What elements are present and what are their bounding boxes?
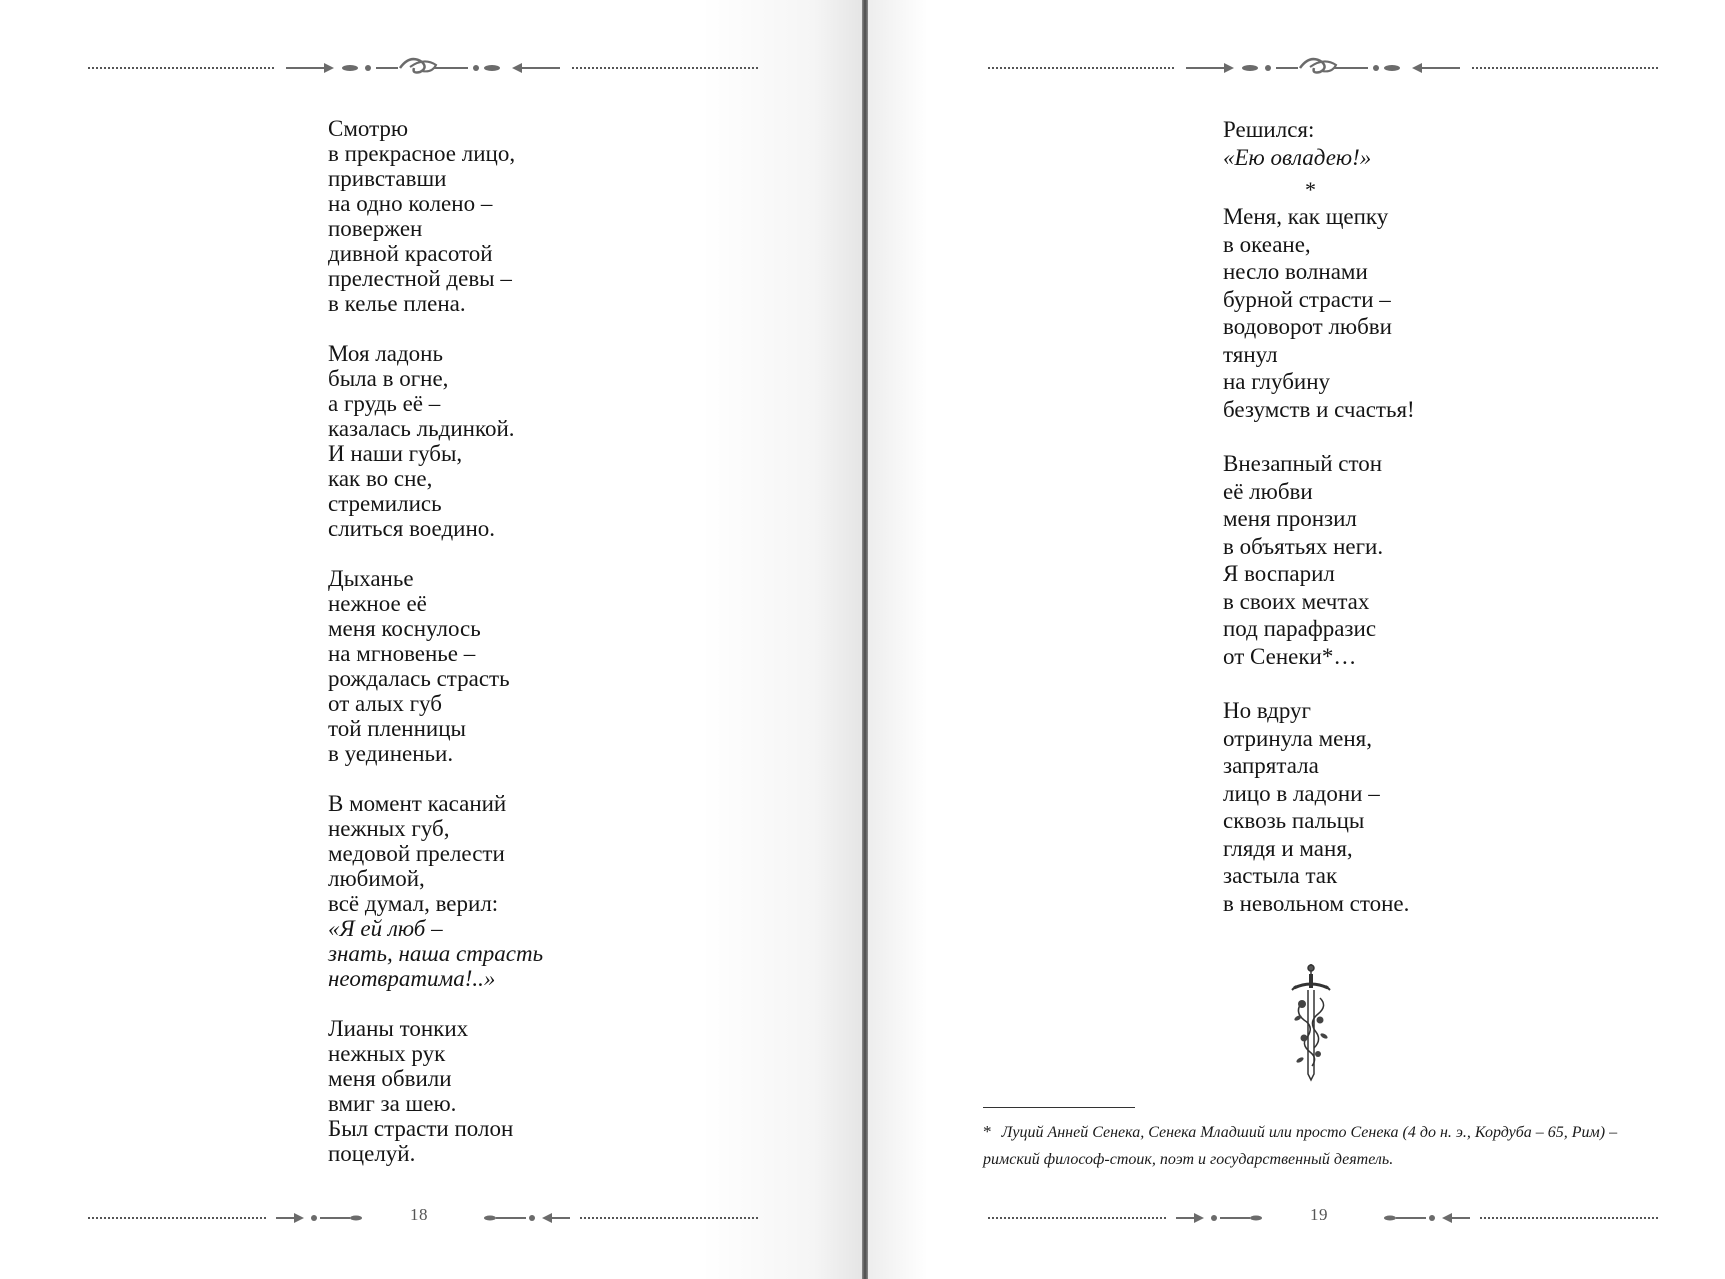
verse-line: в уединеньи.	[328, 741, 454, 766]
flourish-ornament-icon	[88, 53, 758, 83]
page-number-right: 19	[1310, 1205, 1328, 1224]
verse-line: отринула меня,	[1223, 725, 1372, 751]
verse-line: в объятьях неги.	[1223, 533, 1384, 559]
verse-line: от алых губ	[328, 691, 442, 716]
verse-line: Внезапный стон	[1223, 451, 1383, 476]
verse-line: любимой,	[328, 866, 425, 891]
verse-line: сквозь пальцы	[1223, 808, 1365, 833]
verse-line: водоворот любви	[1223, 314, 1392, 339]
verse-line: нежных губ,	[328, 816, 450, 841]
footnote	[983, 1118, 1623, 1173]
left-page	[0, 0, 862, 1279]
verse-line: в невольном стоне.	[1223, 890, 1410, 916]
stanza	[328, 791, 748, 991]
right-page-verse	[1223, 116, 1643, 944]
verse-line: тянул	[1223, 341, 1278, 367]
verse-line: Моя ладонь	[328, 341, 443, 366]
verse-line: неотвратима!..»	[328, 966, 496, 991]
verse-line: меня обвили	[328, 1066, 452, 1091]
verse-line: её любви	[1223, 478, 1313, 504]
verse-line: всё думал, верил:	[328, 891, 499, 916]
verse-line: слиться воедино.	[328, 516, 496, 541]
stanza	[1223, 450, 1643, 670]
verse-line: Дыханье	[328, 566, 414, 591]
verse-line: той пленницы	[328, 716, 466, 741]
verse-line: от Сенеки*…	[1223, 643, 1357, 669]
verse-line: Лианы тонких	[328, 1016, 469, 1041]
verse-line: была в огне,	[328, 366, 449, 391]
verse-line: на глубину	[1223, 369, 1331, 394]
verse-line: нежных рук	[328, 1041, 446, 1066]
verse-line: меня пронзил	[1223, 506, 1357, 531]
footnote-text: Луций Анней Сенека, Сенека Младший или просто Сенека (4 до н. э., Кордуба – 65, Рим) – римский философ-стоик, поэт и государственный деятель.	[983, 1124, 1618, 1168]
verse-line: «Я ей люб –	[328, 916, 443, 941]
verse-line: а грудь её –	[328, 391, 441, 416]
verse-line: глядя и маня,	[1223, 835, 1353, 861]
verse-line: запрятала	[1223, 753, 1319, 778]
verse-line: Смотрю	[328, 116, 409, 141]
verse-line: повержен	[328, 216, 423, 241]
verse-line: медовой прелести	[328, 841, 505, 866]
verse-line: в океане,	[1223, 231, 1311, 257]
stanza	[1223, 697, 1643, 917]
verse-line: застыла так	[1223, 863, 1338, 888]
stanza	[328, 1016, 748, 1166]
stanza	[328, 566, 748, 766]
verse-line: на мгновенье –	[328, 641, 476, 666]
verse-line: казалась льдинкой.	[328, 416, 515, 441]
verse-line: на одно колено –	[328, 191, 493, 216]
verse-line: Но вдруг	[1223, 698, 1311, 723]
verse-line: лицо в ладони –	[1223, 780, 1380, 806]
verse-line: меня коснулось	[328, 616, 481, 641]
left-page-verse	[328, 116, 748, 1191]
stanza	[1223, 203, 1643, 423]
section-separator: *	[1305, 177, 1316, 202]
header-ornament-right	[988, 53, 1658, 83]
verse-line: В момент касаний	[328, 791, 507, 816]
stanza	[328, 341, 748, 541]
verse-line: Я воспарил	[1223, 561, 1335, 586]
verse-line: дивной красотой	[328, 241, 493, 266]
verse-line: рождалась страсть	[328, 666, 510, 691]
verse-line: под парафразис	[1223, 616, 1377, 641]
verse-line: знать, наша страсть	[328, 941, 544, 966]
verse-line: И наши губы,	[328, 441, 463, 466]
header-ornament	[88, 53, 758, 83]
sword-with-roses-icon	[1284, 962, 1338, 1082]
verse-line: стремились	[328, 491, 442, 516]
gutter-shadow	[868, 0, 928, 1279]
verse-line: Меня, как щепку	[1223, 204, 1389, 229]
page-number-left: 18	[410, 1205, 428, 1224]
verse-line: бурной страсти –	[1223, 286, 1391, 312]
footnote-rule	[983, 1107, 1135, 1108]
verse-line: «Ею овладею!»	[1223, 144, 1372, 170]
verse-line: в прекрасное лицо,	[328, 141, 516, 166]
verse-line: в своих мечтах	[1223, 588, 1370, 614]
verse-line: как во сне,	[328, 466, 433, 491]
verse-line: Был страсти полон	[328, 1116, 514, 1141]
verse-line: несло волнами	[1223, 259, 1368, 284]
stanza	[1223, 116, 1643, 171]
verse-line: поцелуй.	[328, 1141, 416, 1166]
stanza	[328, 116, 748, 316]
verse-line: в келье плена.	[328, 291, 466, 316]
verse-line: вмиг за шею.	[328, 1091, 457, 1116]
verse-line: прелестной девы –	[328, 266, 512, 291]
flourish-ornament-icon	[988, 53, 1658, 83]
verse-line: привставши	[328, 166, 447, 191]
verse-line: Решился:	[1223, 117, 1315, 142]
verse-line: безумств и счастья!	[1223, 396, 1415, 422]
footnote-mark: *	[983, 1122, 992, 1141]
verse-line: нежное её	[328, 591, 427, 616]
